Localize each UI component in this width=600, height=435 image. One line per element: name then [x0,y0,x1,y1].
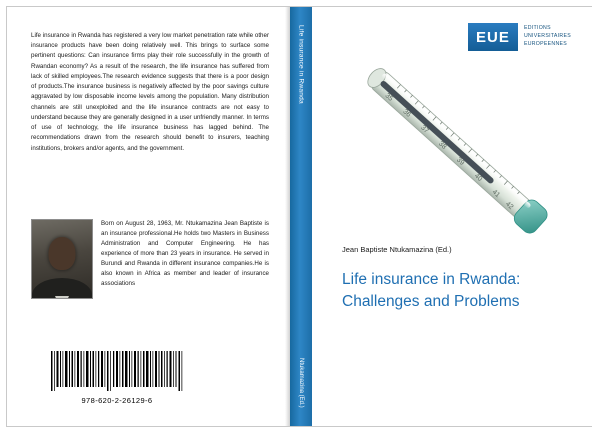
author-biography: Born on August 28, 1963, Mr. Ntukamazina Jean Baptiste is an insurance professional.He holds two Masters in Business Administration and Computer Engineering. He has experience of more than 23 years in insurance. He served in Burundi and Rwanda in different insurance companies.He is also known in Africa as member and leader of insurance associations [101,220,269,287]
publisher-mark-icon: EUE [468,23,518,51]
svg-text:39: 39 [454,156,466,167]
author-portrait-photo [31,219,93,299]
svg-text:35: 35 [383,92,395,103]
book-spine [290,7,312,426]
spine-title: Life insurance in Rwanda [297,25,305,104]
clinical-thermometer-icon [312,51,593,243]
cover-illustration [312,51,593,243]
isbn-number: 978-620-2-26129-6 [81,396,153,405]
publisher-line-1: EDITIONS [523,25,551,32]
svg-text:40: 40 [472,172,484,183]
portrait-collar [55,296,69,299]
publisher-name [524,25,571,48]
back-cover-panel [7,7,290,426]
isbn-barcode-icon [49,349,185,393]
svg-text:41: 41 [490,188,502,200]
portrait-face [49,237,76,270]
svg-text:38: 38 [437,140,448,151]
front-cover-title: Life insurance in Rwanda: Challenges and Problems [342,271,521,311]
front-cover-panel [312,7,593,426]
front-cover-author: Jean Baptiste Ntukamazina (Ed.) [342,245,452,254]
svg-text:36: 36 [401,108,412,119]
svg-text:37: 37 [419,124,430,135]
publisher-logo [468,23,571,51]
publisher-line-3: EUROPEENNES [523,40,568,47]
portrait-shoulders [32,278,92,299]
spine-author: Ntukamazina (Ed.) [298,358,304,408]
publisher-line-2: UNIVERSITAIRES [523,33,571,40]
svg-text:42: 42 [503,200,515,212]
barcode-block [49,349,185,405]
back-cover-blurb: Life insurance in Rwanda has registered a very low market penetration rate while other insurance products have been doing relatively well. This brings to surface some pertinent questions: Can insurance firms play their role successfully in the growth of Rwandan economy? As a result of the research, the life insurance has suffered from lack of skilled employees.The research evidence suggests that there is a poor design of products.The insurance business is negatively affected by the poor savings culture aggravated by low disposable income levels among the population. Many distribution channels are still unexploited and the life insurance contracts are not easy to understand because they are generally designed in a user unfriendly manner. In terms of use of technology, the life insurance business has lagged behind. The recommendations drawn from the research should benefit to insurers, teaching institutions, brokers and/or agents, and the government. [31,32,269,152]
